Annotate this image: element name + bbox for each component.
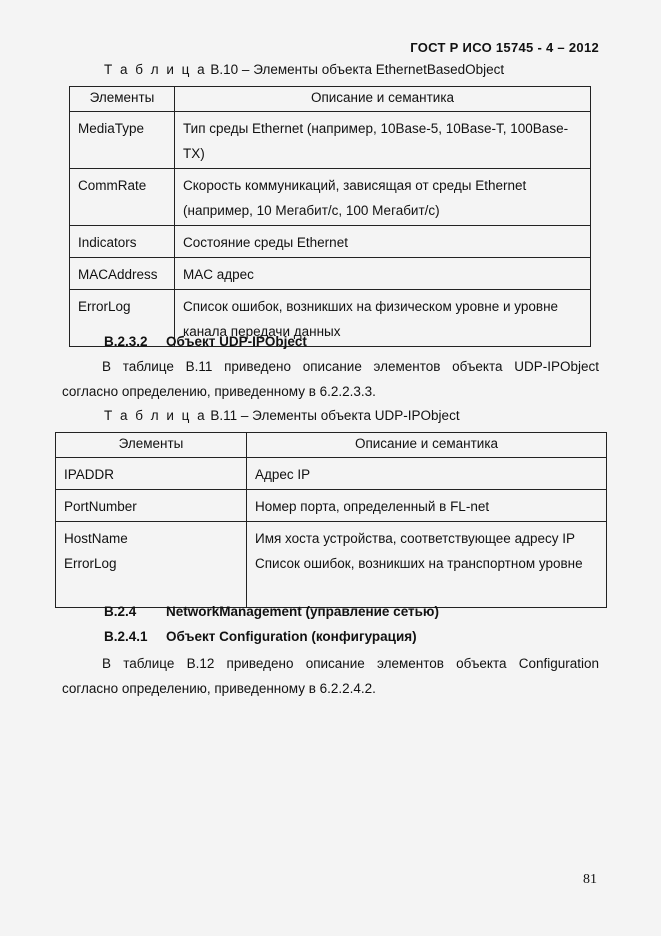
table-cell-element: ErrorLog bbox=[78, 299, 131, 314]
section-heading-b232 bbox=[104, 334, 307, 349]
table-cell-description: MAC адрес bbox=[183, 267, 254, 282]
table-udp-ip-object bbox=[55, 432, 607, 608]
table-row bbox=[70, 112, 591, 169]
table-cell-description: Список ошибок, возникших на транспортном уровне bbox=[255, 556, 583, 571]
document-id-header: ГОСТ Р ИСО 15745 - 4 – 2012 bbox=[410, 40, 599, 55]
table-header-row bbox=[70, 87, 591, 112]
table-cell-element: MediaType bbox=[78, 121, 145, 136]
table-cell-description: Адрес IP bbox=[255, 467, 311, 482]
table2-caption-prefix: Т а б л и ц а bbox=[104, 408, 207, 423]
section-heading-b24 bbox=[104, 604, 439, 619]
table-header-row bbox=[56, 433, 607, 458]
table-row bbox=[56, 458, 607, 490]
table-cell-description: Имя хоста устройства, соответствующее адресу IP bbox=[255, 531, 575, 546]
table-header-description: Описание и семантика bbox=[247, 433, 607, 458]
table-cell-element: ErrorLog bbox=[64, 556, 117, 571]
table-header-elements: Элементы bbox=[70, 87, 175, 112]
section-number: B.2.3.2 bbox=[104, 334, 148, 349]
table-ethernet-based-object bbox=[69, 86, 591, 347]
table-row bbox=[56, 490, 607, 522]
table-header-description: Описание и семантика bbox=[175, 87, 591, 112]
table2-caption-text: В.11 – Элементы объекта UDP-IPObject bbox=[206, 408, 460, 423]
section-title: Объект UDP-IPObject bbox=[166, 334, 307, 349]
table2-caption bbox=[104, 408, 460, 423]
section-number: B.2.4.1 bbox=[104, 629, 148, 644]
table1-caption-prefix: Т а б л и ц а bbox=[104, 62, 207, 77]
paragraph-text: В таблице В.12 приведено описание элементов объекта Configuration согласно определению, приведенному в 6.2.2.4.2. bbox=[62, 656, 599, 696]
table1-caption-text: В.10 – Элементы объекта EthernetBasedObject bbox=[206, 62, 505, 77]
table-row bbox=[56, 522, 607, 552]
table-cell-element: PortNumber bbox=[64, 499, 137, 514]
table-cell-description: Список ошибок, возникших на физическом уровне и уровне канала передачи данных bbox=[183, 299, 559, 339]
table-cell-element: CommRate bbox=[78, 178, 147, 193]
section-heading-b241 bbox=[104, 629, 417, 644]
table-row bbox=[56, 551, 607, 608]
section-number: B.2.4 bbox=[104, 604, 137, 619]
table-cell-element: IPADDR bbox=[64, 467, 115, 482]
section-title: NetworkManagement (управление сетью) bbox=[166, 604, 439, 619]
table-row bbox=[70, 169, 591, 226]
page-number: 81 bbox=[583, 872, 597, 887]
table-cell-description: Состояние среды Ethernet bbox=[183, 235, 348, 250]
table-cell-element: MACAddress bbox=[78, 267, 158, 282]
table1-caption bbox=[104, 62, 504, 77]
table-row bbox=[70, 258, 591, 290]
section-paragraph-b232 bbox=[62, 354, 599, 404]
table-row bbox=[70, 226, 591, 258]
section-paragraph-b241 bbox=[62, 651, 599, 701]
paragraph-text: В таблице В.11 приведено описание элементов объекта UDP-IPObject согласно определению, приведенному в 6.2.2.3.3. bbox=[62, 359, 599, 399]
table-header-elements: Элементы bbox=[56, 433, 247, 458]
table-cell-description: Тип среды Ethernet (например, 10Base-5, 10Base-T, 100Base-TX) bbox=[183, 121, 569, 161]
table-cell-description: Скорость коммуникаций, зависящая от среды Ethernet (например, 10 Мегабит/с, 100 Мегабит/с) bbox=[183, 178, 527, 218]
table-cell-description: Номер порта, определенный в FL-net bbox=[255, 499, 490, 514]
table-cell-element: HostName bbox=[64, 531, 128, 546]
table-cell-element: Indicators bbox=[78, 235, 137, 250]
section-title: Объект Configuration (конфигурация) bbox=[166, 629, 417, 644]
